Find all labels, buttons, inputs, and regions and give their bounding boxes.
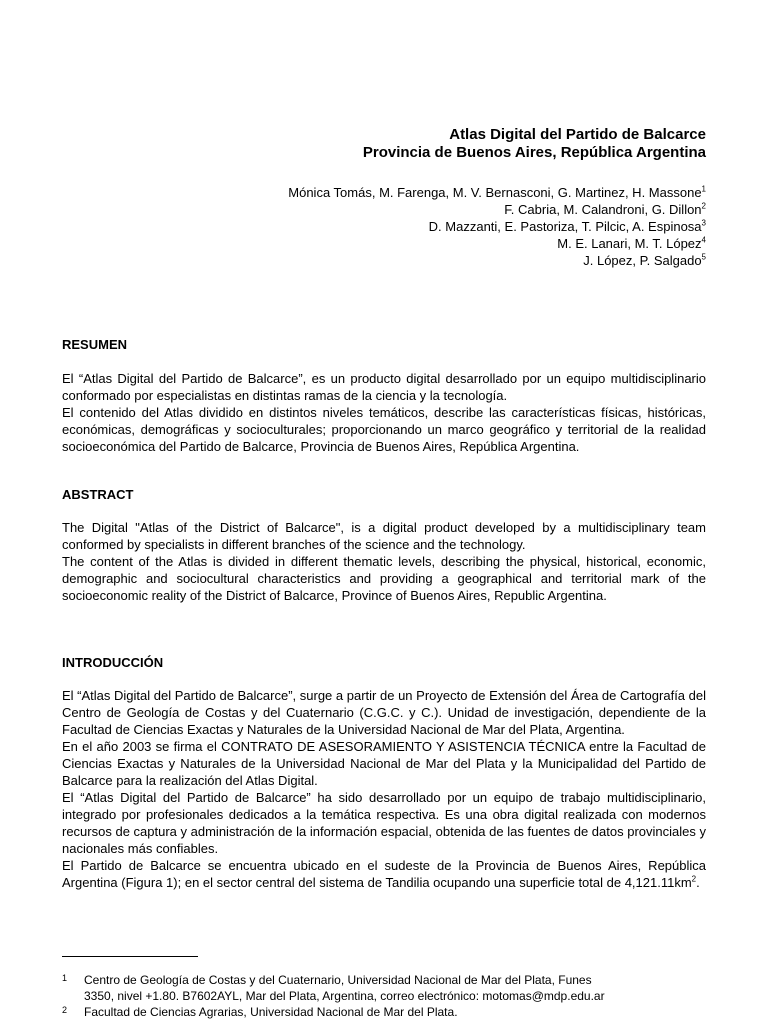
- footnote-1: [62, 972, 706, 1004]
- author-line: [288, 235, 706, 252]
- author-line: [288, 252, 706, 269]
- author-names: Mónica Tomás, M. Farenga, M. V. Bernasconi, G. Martinez, H. Massone: [288, 185, 702, 200]
- author-line: [288, 184, 706, 201]
- introduccion-paragraph-4-text: El Partido de Balcarce se encuentra ubicado en el sudeste de la Provincia de Buenos Aires, República Argentina (Figura 1); en el sector central del sistema de Tandilia ocupando una superficie total de 4,121.11km: [62, 858, 706, 890]
- author-line: [288, 218, 706, 235]
- abstract-heading: ABSTRACT: [62, 487, 134, 502]
- introduccion-paragraph-2: En el año 2003 se firma el CONTRATO DE ASESORAMIENTO Y ASISTENCIA TÉCNICA entre la Facultad de Ciencias Exactas y Naturales de la Universidad Nacional de Mar del Plata y la Municipalidad del Partido de Balcarce para la realización del Atlas Digital.: [62, 739, 706, 788]
- abstract-heading-block: [62, 487, 706, 503]
- author-line: [288, 201, 706, 218]
- footnote-separator: [62, 956, 198, 957]
- paper-title: [363, 126, 706, 162]
- author-names: D. Mazzanti, E. Pastoriza, T. Pilcic, A. Espinosa: [428, 219, 702, 234]
- footnote-text-line-1: Centro de Geología de Costas y del Cuaternario, Universidad Nacional de Mar del Plata, Funes: [84, 973, 592, 987]
- resumen-heading: RESUMEN: [62, 337, 128, 352]
- period: .: [696, 875, 700, 890]
- author-names: M. E. Lanari, M. T. López: [557, 236, 702, 251]
- footnote-text-line-2: 3350, nivel +1.80. B7602AYL, Mar del Plata, Argentina, correo electrónico: motomas@mdp.edu.ar: [84, 989, 605, 1003]
- resumen-paragraph-2: El contenido del Atlas dividido en distintos niveles temáticos, describe las características físicas, históricas, económicas, demográficas y socioculturales; proporcionando un marco geográfico y territorial de la realidad socioeconómica del Partido de Balcarce, Provincia de Buenos Aires, República Argentina.: [62, 405, 706, 454]
- title-line-1: Atlas Digital del Partido de Balcarce: [449, 126, 706, 143]
- resumen-heading-block: [62, 337, 706, 353]
- abstract-paragraph-2: The content of the Atlas is divided in different thematic levels, describing the physical, historical, economic, demographic and sociocultural characteristics and providing a geographical and territorial mark of the socioeconomic reality of the District of Balcarce, Province of Buenos Aires, Republic Argentina.: [62, 554, 706, 603]
- resumen-paragraph-1: El “Atlas Digital del Partido de Balcarce”, es un producto digital desarrollado por un equipo multidisciplinario conformado por especialistas en distintas ramas de la ciencia y la tecnología.: [62, 371, 706, 403]
- affiliation-marker: 2: [701, 201, 706, 211]
- introduccion-heading: INTRODUCCIÓN: [62, 655, 164, 670]
- introduccion-heading-block: [62, 655, 706, 671]
- footnote-number: 2: [62, 1005, 68, 1015]
- footnote-2: [62, 1004, 706, 1020]
- affiliation-marker: 4: [701, 235, 706, 245]
- affiliation-marker: 1: [701, 184, 706, 194]
- abstract-paragraph-1: The Digital "Atlas of the District of Balcarce", is a digital product developed by a multidisciplinary team conformed by specialists in different branches of the science and the technology.: [62, 520, 706, 552]
- footnote-number: 1: [62, 973, 68, 983]
- introduccion-body: [62, 687, 706, 891]
- affiliation-marker: 5: [701, 252, 706, 262]
- author-names: F. Cabria, M. Calandroni, G. Dillon: [504, 202, 702, 217]
- abstract-body: [62, 519, 706, 604]
- footnote-text-line-1: Facultad de Ciencias Agrarias, Universidad Nacional de Mar del Plata.: [84, 1005, 458, 1019]
- title-line-2: Provincia de Buenos Aires, República Argentina: [362, 144, 706, 161]
- resumen-body: [62, 370, 706, 455]
- introduccion-paragraph-3: El “Atlas Digital del Partido de Balcarce” ha sido desarrollado por un equipo de trabajo multidisciplinario, integrado por profesionales dedicados a la temática respectiva. Es una obra digital realizada con modernos recursos de captura y administración de la información espacial, obtenida de las fuentes de datos provinciales y nacionales más confiables.: [62, 790, 706, 856]
- author-list: [288, 184, 706, 269]
- affiliation-marker: 3: [701, 218, 706, 228]
- introduccion-paragraph-1: El “Atlas Digital del Partido de Balcarce”, surge a partir de un Proyecto de Extensión del Área de Cartografía del Centro de Geología de Costas y del Cuaternario (C.G.C. y C.). Unidad de investigación, dependiente de la Facultad de Ciencias Exactas y Naturales de la Universidad Nacional de Mar del Plata, Argentina.: [62, 688, 706, 737]
- introduccion-paragraph-4: [62, 857, 706, 891]
- author-names: J. López, P. Salgado: [583, 253, 702, 268]
- superscript: 2: [691, 874, 697, 884]
